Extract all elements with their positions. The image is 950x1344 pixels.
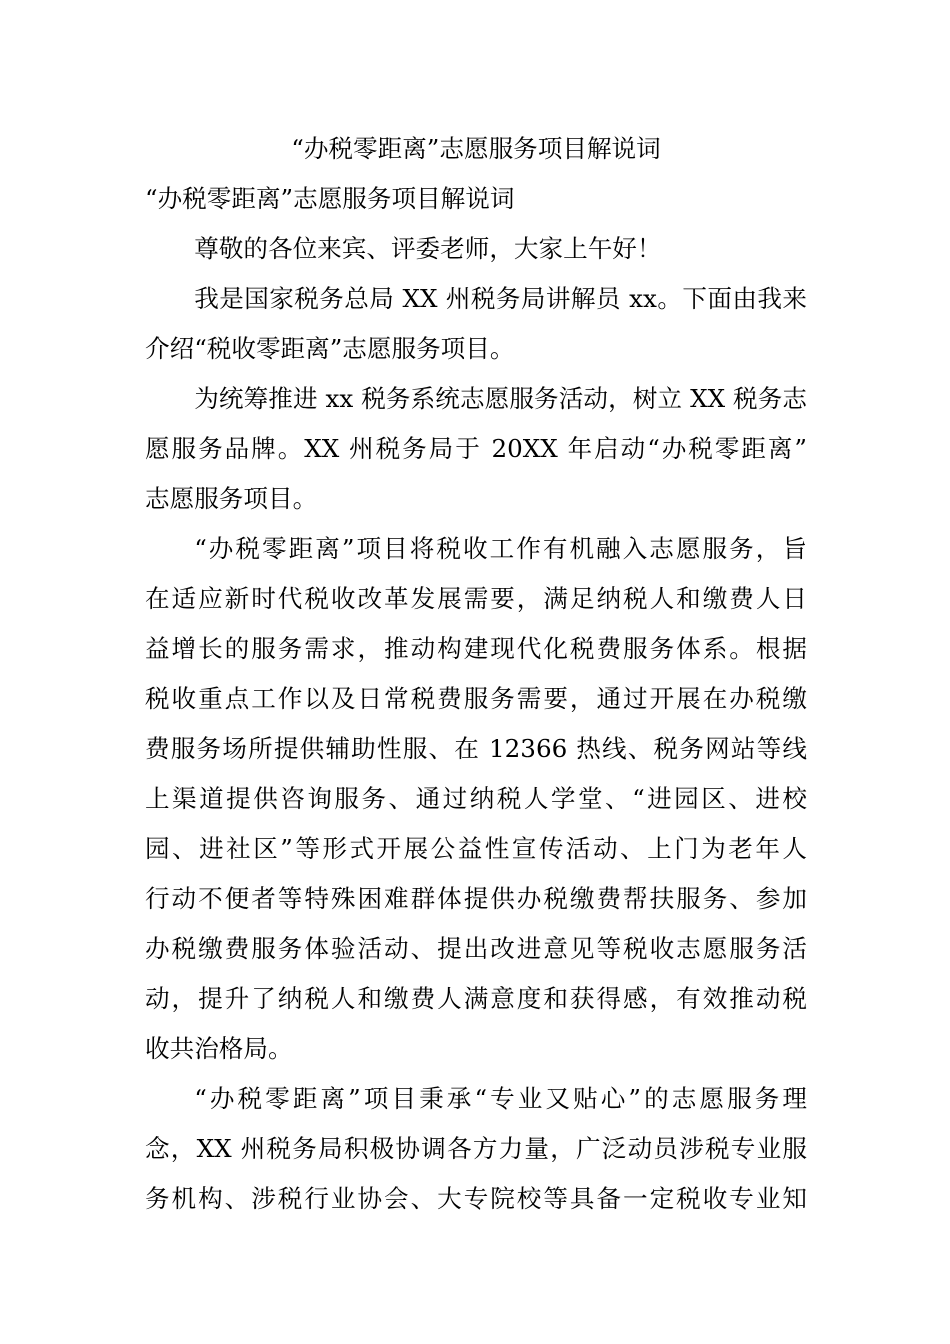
paragraph-line: 志愿服务项目。 xyxy=(145,484,318,513)
paragraph-line: 念，XX 州税务局积极协调各方力量，广泛动员涉税专业服 xyxy=(145,1134,807,1163)
paragraph-line: 尊敬的各位来宾、评委老师，大家上午好！ xyxy=(194,234,662,263)
paragraph-line: 办税缴费服务体验活动、提出改进意见等税收志愿服务活 xyxy=(145,934,807,963)
paragraph-line: 为统筹推进 xx 税务系统志愿服务活动，树立 XX 税务志 xyxy=(194,384,807,413)
paragraph-line: 益增长的服务需求，推动构建现代化税费服务体系。根据 xyxy=(145,634,807,663)
paragraph-line: “办税零距离”项目将税收工作有机融入志愿服务，旨 xyxy=(194,534,807,563)
paragraph-line: 愿服务品牌。XX 州税务局于 20XX 年启动“办税零距离” xyxy=(145,434,807,463)
paragraph-background xyxy=(145,374,807,524)
paragraph-line: 费服务场所提供辅助性服、在 12366 热线、税务网站等线 xyxy=(145,734,807,763)
document-subtitle: “办税零距离”志愿服务项目解说词 xyxy=(145,184,515,213)
paragraph-line: 我是国家税务总局 XX 州税务局讲解员 xx。下面由我来 xyxy=(194,284,807,313)
paragraph-line: 收共治格局。 xyxy=(145,1034,293,1063)
document-title: “办税零距离”志愿服务项目解说词 xyxy=(291,134,661,163)
paragraph-line: 园、进社区”等形式开展公益性宣传活动、上门为老年人 xyxy=(145,834,807,863)
paragraph-line: 上渠道提供咨询服务、通过纳税人学堂、“进园区、进校 xyxy=(145,784,807,813)
paragraph-line: 税收重点工作以及日常税费服务需要，通过开展在办税缴 xyxy=(145,684,807,713)
paragraph-line: 在适应新时代税收改革发展需要，满足纳税人和缴费人日 xyxy=(145,584,807,613)
paragraph-line: 务机构、涉税行业协会、大专院校等具备一定税收专业知 xyxy=(145,1184,807,1213)
paragraph-line: 行动不便者等特殊困难群体提供办税缴费帮扶服务、参加 xyxy=(145,884,807,913)
paragraph-line: 介绍“税收零距离”志愿服务项目。 xyxy=(145,334,515,363)
paragraph-service-concept xyxy=(145,1074,807,1224)
paragraph-line: 动，提升了纳税人和缴费人满意度和获得感，有效推动税 xyxy=(145,984,807,1013)
paragraph-line: “办税零距离”项目秉承“专业又贴心”的志愿服务理 xyxy=(194,1084,807,1113)
document-page xyxy=(145,124,807,1224)
paragraph-greeting xyxy=(145,224,807,274)
paragraph-project-description xyxy=(145,524,807,1074)
paragraph-intro xyxy=(145,274,807,374)
